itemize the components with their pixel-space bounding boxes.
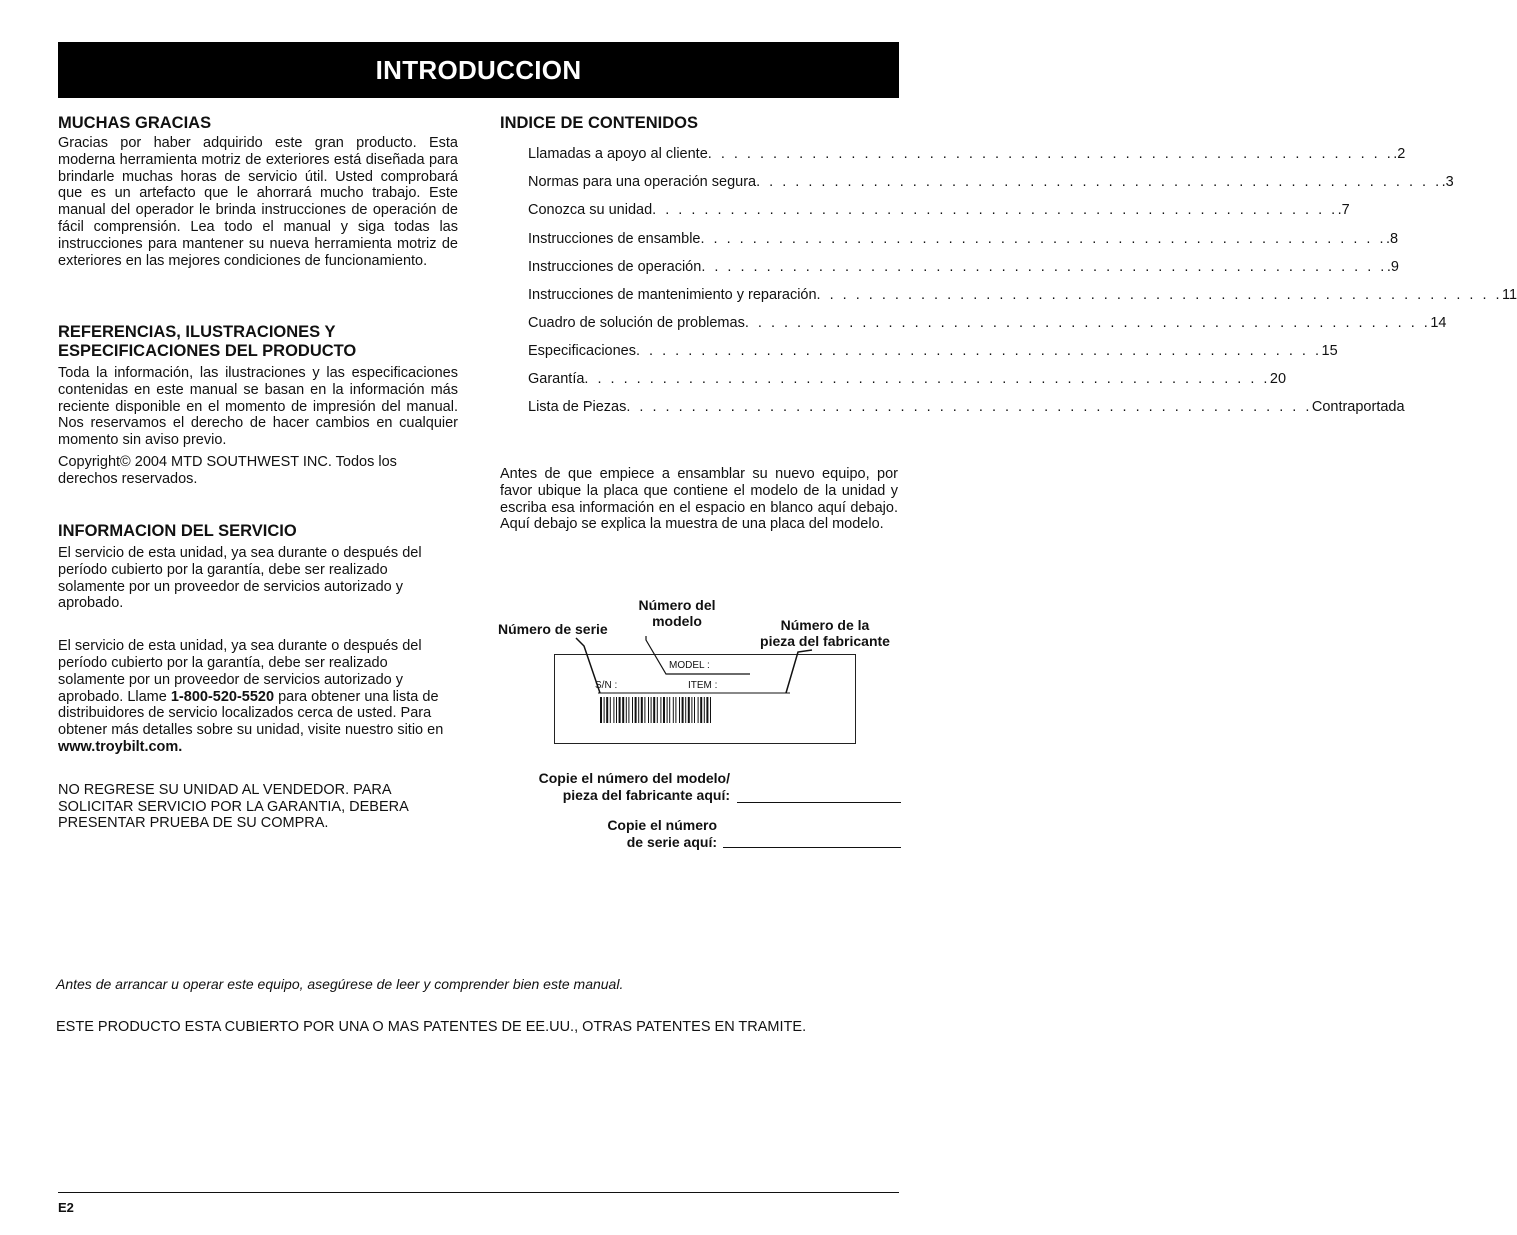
barcode-bar: [698, 697, 699, 723]
toc-heading: INDICE DE CONTENIDOS: [500, 114, 699, 132]
barcode-bar: [706, 697, 708, 723]
toc-item-label: Instrucciones de ensamble: [528, 231, 701, 247]
barcode-bar: [651, 697, 652, 723]
toc-item-page: .7: [1337, 202, 1350, 218]
barcode-bar: [673, 697, 674, 723]
toc-item-label: Llamadas a apoyo al cliente: [528, 146, 708, 162]
references-section: [58, 323, 458, 488]
barcode-bar: [648, 697, 649, 723]
barcode-bar: [616, 697, 617, 723]
toc-item[interactable]: [528, 146, 1406, 162]
toc-item[interactable]: [528, 202, 1350, 218]
toc-item-page: .3: [1441, 174, 1454, 190]
barcode-bar: [663, 697, 665, 723]
toc-item-page: 14: [1430, 315, 1447, 331]
toc-leader-dots: . . . . . . . . . . . . . . . . . . . . . . . . . . . . . . . . . . . . . . . . . . . . . . . . . . . . .: [816, 287, 1503, 303]
toc-item-page: .9: [1386, 259, 1399, 275]
toc-leader-dots: . . . . . . . . . . . . . . . . . . . . . . . . . . . . . . . . . . . . . . . . . . . . . . . . . . . . .: [584, 371, 1270, 387]
barcode-bar: [613, 697, 614, 723]
service-section: [58, 522, 458, 832]
toc-leader-dots: . . . . . . . . . . . . . . . . . . . . . . . . . . . . . . . . . . . . . . . . . . . . . . . . . . . . .: [700, 231, 1386, 247]
barcode-bar: [653, 697, 655, 723]
references-heading-line2: ESPECIFICACIONES DEL PRODUCTO: [58, 342, 357, 360]
barcode-bar: [644, 697, 645, 723]
toc-item-page: .8: [1386, 231, 1399, 247]
barcode-bar: [638, 697, 639, 723]
toc-item[interactable]: [528, 287, 1517, 303]
toc-item-label: Especificaciones: [528, 343, 636, 359]
copy-serial-write-line[interactable]: [723, 833, 901, 848]
thanks-heading: MUCHAS GRACIAS: [58, 114, 212, 132]
barcode-bar: [675, 697, 676, 723]
toc-item[interactable]: [528, 231, 1399, 247]
service-para2: El servicio de esta unidad, ya sea durante o después del período cubierto por la garantía, debe ser realizado solamente por un proveedor de servicios autorizado y aprobado. Llame 1-800-520-5520 para obtener una lista de distribuidores de servicio localizados cerca de usted. Para obtener más detalles sobre su unidad, visite nuestro sitio en www.troybilt.com.: [58, 638, 444, 755]
serial-number-label: Número de serie: [498, 621, 608, 637]
barcode-bar: [688, 697, 690, 723]
copy-model-label: Copie el número del modelo/ pieza del fabricante aquí:: [538, 770, 730, 803]
barcode-bar: [704, 697, 705, 723]
barcode-bar: [600, 697, 602, 723]
barcode-bar: [710, 697, 711, 723]
copy-model-write-line[interactable]: [737, 788, 901, 803]
toc-leader-dots: . . . . . . . . . . . . . . . . . . . . . . . . . . . . . . . . . . . . . . . . . . . . . . . . . . . . .: [701, 259, 1387, 275]
toc-item[interactable]: [528, 343, 1338, 359]
barcode-bar: [694, 697, 695, 723]
toc-item-label: Garantía: [528, 371, 585, 387]
barcode-bar: [606, 697, 608, 723]
barcode-bar: [682, 697, 684, 723]
toc-item-label: Normas para una operación segura: [528, 174, 757, 190]
toc-leader-dots: . . . . . . . . . . . . . . . . . . . . . . . . . . . . . . . . . . . . . . . . . . . . . . . . . . . . .: [652, 202, 1338, 218]
toc-leader-dots: . . . . . . . . . . . . . . . . . . . . . . . . . . . . . . . . . . . . . . . . . . . . . . . . . . . . .: [707, 146, 1394, 162]
barcode-bar: [669, 697, 670, 723]
toc-item[interactable]: [528, 259, 1399, 275]
toc-item[interactable]: [528, 399, 1405, 415]
toc-item-page: .2: [1393, 146, 1406, 162]
thanks-text: Gracias por haber adquirido este gran producto. Esta moderna herramienta motriz de exteriores está diseñada para brindarle muchas horas de servicio útil. Usted comprobará que es un artefacto que le ahorrará mucho trabajo. Este manual del operador le brinda instrucciones de operación de fácil comprensión. Lea todo el manual y siga todas las instrucciones para mantener su nueva herramienta motriz de exteriores en las mejores condiciones de funcionamiento.: [58, 135, 458, 269]
toc-item-label: Cuadro de solución de problemas: [528, 315, 745, 331]
page-title: INTRODUCCION: [375, 54, 582, 85]
barcode-bar: [626, 697, 627, 723]
barcode-bar: [679, 697, 680, 723]
toc-item[interactable]: [528, 371, 1287, 387]
service-para3: NO REGRESE SU UNIDAD AL VENDEDOR. PARA SOLICITAR SERVICIO POR LA GARANTIA, DEBERA PRESENTAR PRUEBA DE SU COMPRA.: [58, 781, 408, 832]
barcode-bar: [657, 697, 658, 723]
toc-leader-dots: . . . . . . . . . . . . . . . . . . . . . . . . . . . . . . . . . . . . . . . . . . . . . . . . . . . . .: [626, 399, 1312, 415]
copyright-text: Copyright© 2004 MTD SOUTHWEST INC. Todos los derechos reservados.: [58, 453, 397, 487]
references-text: Toda la información, las ilustraciones y las especificaciones contenidas en este manual se basan en la información más reciente disponible en el momento de impresión del manual. Nos reservamos el derecho de hacer cambios en cualquier momento sin aviso previo.: [58, 365, 458, 449]
service-para1: El servicio de esta unidad, ya sea durante o después del período cubierto por la garantía, debe ser realizado solamente por un proveedor de servicios autorizado y aprobado.: [58, 545, 422, 612]
copy-serial-label: Copie el número de serie aquí:: [607, 817, 717, 850]
patents-note: ESTE PRODUCTO ESTA CUBIERTO POR UNA O MAS PATENTES DE EE.UU., OTRAS PATENTES EN TRAMITE.: [56, 1019, 807, 1035]
plate-item-field: ITEM :: [688, 680, 718, 691]
references-heading-line1: REFERENCIAS, ILUSTRACIONES Y: [58, 323, 336, 341]
barcode: [600, 697, 785, 723]
part-number-label: Número de la pieza del fabricante: [760, 617, 890, 649]
thanks-section: [58, 114, 458, 269]
toc-item-page: 20: [1269, 371, 1287, 387]
service-heading: INFORMACION DEL SERVICIO: [58, 522, 297, 540]
toc-leader-dots: . . . . . . . . . . . . . . . . . . . . . . . . . . . . . . . . . . . . . . . . . . . . . . . . . . . . .: [636, 343, 1322, 359]
toc-leader-dots: . . . . . . . . . . . . . . . . . . . . . . . . . . . . . . . . . . . . . . . . . . . . . . . . . . . . .: [744, 315, 1431, 331]
barcode-bar: [641, 697, 643, 723]
footer-rule: [58, 1192, 899, 1193]
toc-item-page: 11: [1502, 287, 1517, 303]
toc-item-page: Contraportada: [1311, 399, 1405, 415]
barcode-bar: [660, 697, 661, 723]
barcode-bar: [628, 697, 629, 723]
barcode-bar: [619, 697, 621, 723]
barcode-bar: [635, 697, 637, 723]
toc-item[interactable]: [528, 315, 1447, 331]
barcode-bar: [622, 697, 624, 723]
barcode-bar: [700, 697, 702, 723]
toc-item-label: Instrucciones de operación: [528, 259, 702, 275]
toc-item[interactable]: [528, 174, 1454, 190]
plate-sn-field: S/N :: [595, 680, 618, 691]
barcode-bar: [604, 697, 605, 723]
title-banner: [58, 42, 899, 98]
toc-item-page: 15: [1321, 343, 1338, 359]
plate-model-field: MODEL :: [669, 660, 710, 671]
references-heading: [58, 323, 458, 361]
barcode-bar: [667, 697, 668, 723]
plate-pointer-lines: [554, 636, 874, 746]
toc-item-label: Conozca su unidad: [528, 202, 653, 218]
model-number-label: Número del modelo: [638, 597, 716, 629]
service-phone: 1-800-520-5520: [170, 688, 275, 705]
barcode-bar: [685, 697, 686, 723]
plate-intro: Antes de que empiece a ensamblar su nuevo equipo, por favor ubique la placa que contiene el modelo de la unidad y escriba esa información en el espacio en blanco aquí debajo. Aquí debajo se explica la muestra de una placa del modelo.: [500, 466, 898, 533]
toc-item-label: Instrucciones de mantenimiento y reparación: [528, 287, 817, 303]
barcode-bar: [610, 697, 611, 723]
barcode-bar: [691, 697, 692, 723]
barcode-bar: [632, 697, 633, 723]
toc-item-label: Lista de Piezas: [528, 399, 627, 415]
page-number: E2: [58, 1200, 74, 1215]
service-website[interactable]: www.troybilt.com.: [58, 738, 183, 755]
read-manual-note: Antes de arrancar u operar este equipo, asegúrese de leer y comprender bien este manual.: [56, 976, 624, 992]
toc-leader-dots: . . . . . . . . . . . . . . . . . . . . . . . . . . . . . . . . . . . . . . . . . . . . . . . . . . . . .: [756, 174, 1442, 190]
